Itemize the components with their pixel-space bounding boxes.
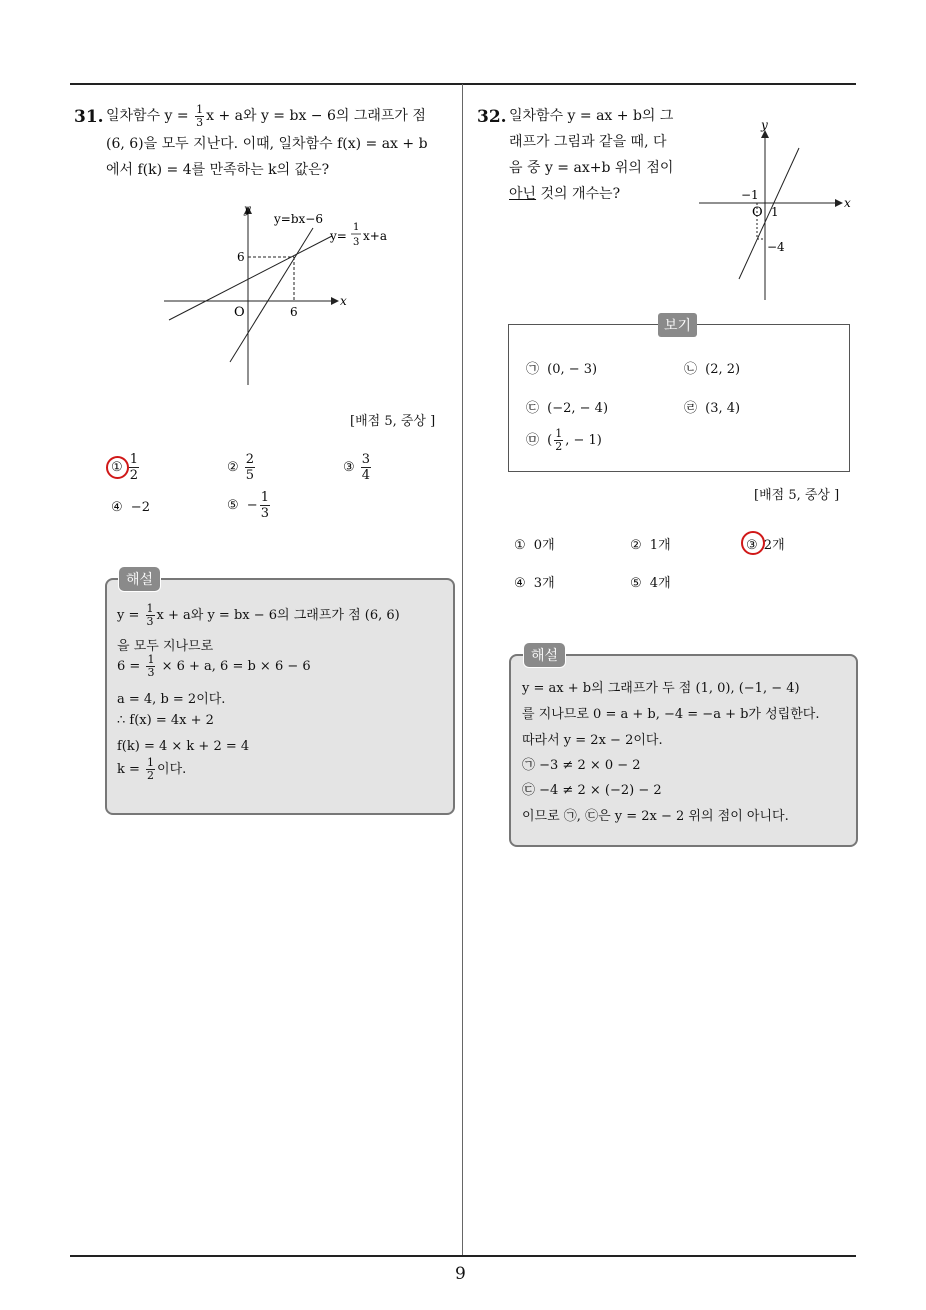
q31-stem-line1-pre: 일차함수 y =: [106, 108, 194, 124]
q32-x-axis-label: x: [844, 196, 851, 210]
q32-stem-line4-rest: 것의 개수는?: [536, 186, 621, 202]
q31-sol-l7-d: 2: [147, 769, 155, 782]
q32-bogi-item-1-mark: ㉠: [526, 362, 540, 377]
q31-line2-label-post: x+a: [363, 229, 387, 243]
q31-y-axis-label: y: [244, 202, 251, 216]
q32-bogi-item-1-text: (0, − 3): [547, 362, 598, 377]
q31-number: 31.: [74, 107, 104, 127]
q31-stem-line3: 에서 f(k) = 4를 만족하는 k의 값은?: [106, 162, 330, 178]
q31-sol-l3-post: × 6 + a, 6 = b × 6 − 6: [157, 659, 311, 674]
q32-bogi-item-3-text: (−2, − 4): [547, 401, 609, 416]
q32-bogi-item-5-d: 2: [555, 440, 563, 453]
q31-origin-label: O: [234, 305, 245, 320]
q31-sol-l7-post: 이다.: [157, 762, 187, 777]
q31-sol-l1-n: 1: [146, 602, 154, 615]
q31-sol-l3-n: 1: [147, 653, 155, 666]
q31-sol-l1-pre: y =: [117, 608, 144, 623]
q32-stem-line4: [509, 181, 620, 207]
q32-stem-line3: 음 중 y = ax+b 위의 점이: [509, 160, 674, 176]
q32-solution-line4: ㉠ −3 ≠ 2 × 0 − 2: [522, 758, 641, 773]
q32-bogi-item-1: [526, 358, 597, 377]
column-divider: [462, 84, 463, 1256]
q31-choice-1-n: 1: [129, 452, 139, 467]
q32-choice-4-text: 3개: [533, 576, 555, 591]
q31-sol-l1-post: x + a와 y = bx − 6의 그래프가 점 (6, 6): [156, 608, 400, 623]
q32-choice-1-num: ①: [514, 538, 526, 553]
q32-stem-underlined: 아닌: [509, 186, 537, 202]
q31-choice-1-frac: [129, 452, 139, 483]
q31-choice-4-text: −2: [130, 500, 150, 515]
q31-choice-2-frac: [245, 452, 255, 483]
q31-choice-4-num: ④: [111, 500, 123, 515]
q31-tick-y-6: 6: [237, 250, 245, 264]
q31-choice-1-d: 2: [129, 468, 139, 483]
q31-choice-3-frac: [361, 452, 371, 483]
q32-bogi-item-3-mark: ㉢: [526, 401, 540, 416]
q31-line2-label-frac-num: 1: [353, 222, 360, 233]
q32-stem-line2: 래프가 그림과 같을 때, 다: [509, 134, 667, 150]
q32-choice-5[interactable]: [630, 572, 671, 591]
q31-solution-line1: [117, 603, 400, 628]
q31-solution-line3: [117, 654, 311, 679]
q31-stem-line1: [106, 103, 426, 129]
q31-score: [배점 5, 중상 ]: [350, 414, 436, 429]
q31-solution-line5: ∴ f(x) = 4x + 2: [117, 713, 214, 728]
q31-tick-x-6: 6: [290, 305, 298, 319]
q31-sol-l7-n: 1: [147, 756, 155, 769]
q32-label-1: 1: [771, 205, 779, 219]
q32-number: 32.: [477, 107, 507, 127]
q32-choice-1[interactable]: [514, 534, 555, 553]
q32-bogi-tag: 보기: [658, 313, 697, 337]
q31-choice-5[interactable]: [227, 490, 272, 521]
q31-choice-5-num: ⑤: [227, 498, 239, 513]
q32-y-axis-label: y: [761, 118, 768, 132]
top-rule: [70, 83, 856, 85]
q31-choice-3-num: ③: [343, 460, 355, 475]
q31-choice-5-n: 1: [260, 490, 269, 505]
q31-line1-label: y=bx−6: [274, 212, 323, 226]
q32-label-neg4: −4: [767, 240, 785, 254]
q31-solution-line7: [117, 757, 186, 782]
q31-choice-2-d: 5: [245, 468, 255, 483]
q32-bogi-item-3: [526, 397, 608, 416]
q31-answer-mark: [106, 456, 129, 479]
q32-answer-mark: [741, 531, 765, 555]
q31-stem-fraction: [195, 104, 204, 129]
q31-stem-frac-den: 3: [196, 115, 204, 129]
q31-sol-l3-frac: [146, 654, 155, 679]
q32-score: [배점 5, 중상 ]: [754, 488, 840, 503]
q32-bogi-item-5-post: , − 1): [565, 433, 602, 448]
q31-choice-3-n: 3: [361, 452, 371, 467]
q32-stem-line1: 일차함수 y = ax + b의 그: [509, 108, 674, 124]
bottom-rule: [70, 1255, 856, 1257]
q32-bogi-item-4-mark: ㉣: [684, 401, 698, 416]
q32-bogi-item-5: [526, 428, 602, 453]
q31-line-bx-6: [230, 228, 313, 362]
q32-choice-5-num: ⑤: [630, 576, 642, 591]
q32-solution-line1: y = ax + b의 그래프가 두 점 (1, 0), (−1, − 4): [522, 681, 800, 696]
q32-choice-2-text: 1개: [649, 538, 671, 553]
q32-label-neg1: −1: [741, 188, 759, 202]
q32-bogi-item-5-n: 1: [555, 427, 563, 440]
q31-stem-line2: (6, 6)을 모두 지난다. 이때, 일차함수 f(x) = ax + b: [106, 136, 428, 152]
q31-sol-l1-d: 3: [146, 615, 154, 628]
q31-choice-1-num: ①: [111, 460, 123, 475]
q31-solution-line2: 을 모두 지나므로: [117, 639, 214, 654]
page-number: 9: [455, 1264, 466, 1284]
q31-stem-frac-num: 1: [196, 102, 204, 116]
q32-solution-line2: 를 지나므로 0 = a + b, −4 = −a + b가 성립한다.: [522, 707, 820, 722]
q32-bogi-item-2-mark: ㉡: [684, 362, 698, 377]
q31-sol-l7-pre: k =: [117, 762, 145, 777]
q31-choice-3-d: 4: [361, 468, 371, 483]
q32-origin-label: O: [752, 205, 763, 220]
q32-graph: [695, 115, 860, 305]
q31-choice-4[interactable]: [111, 500, 150, 515]
q31-choice-5-d: 3: [260, 506, 269, 521]
q31-choice-2[interactable]: [227, 452, 257, 483]
q31-stem-line1-post: x + a와 y = bx − 6의 그래프가 점: [206, 108, 426, 124]
q32-solution-tag: 해설: [523, 642, 566, 668]
q32-bogi-item-4-text: (3, 4): [705, 401, 741, 416]
q31-sol-l3-d: 3: [147, 666, 155, 679]
q32-bogi-item-2-text: (2, 2): [705, 362, 741, 377]
q31-choice-5-sign: −: [246, 498, 258, 513]
q32-bogi-item-5-frac: [554, 428, 563, 453]
q31-solution-tag: 해설: [118, 566, 161, 592]
q32-bogi-item-4: [684, 397, 740, 416]
q31-x-axis-label: x: [340, 294, 347, 308]
q31-line-third-x-a: [169, 236, 332, 320]
q32-choice-4[interactable]: [514, 572, 555, 591]
q31-sol-l3-pre: 6 =: [117, 659, 145, 674]
q31-sol-l7-frac: [146, 757, 155, 782]
q32-choice-2[interactable]: [630, 534, 671, 553]
q31-choice-2-n: 2: [245, 452, 255, 467]
q32-choice-3-text: 2개: [763, 538, 785, 553]
q32-line: [739, 148, 799, 279]
q31-line2-label-frac-den: 3: [353, 237, 360, 248]
q32-choice-4-num: ④: [514, 576, 526, 591]
q31-solution-line6: f(k) = 4 × k + 2 = 4: [117, 739, 250, 754]
q31-choice-2-num: ②: [227, 460, 239, 475]
q31-graph: [150, 195, 410, 390]
q31-choice-3[interactable]: [343, 452, 373, 483]
q31-choice-5-frac: [260, 490, 270, 521]
q32-choice-3-num: ③: [746, 538, 758, 553]
q31-solution-line4: a = 4, b = 2이다.: [117, 692, 226, 707]
q32-choice-2-num: ②: [630, 538, 642, 553]
q32-solution-line3: 따라서 y = 2x − 2이다.: [522, 733, 663, 748]
q32-bogi-item-5-mark: ㉤: [526, 433, 540, 448]
q32-solution-line6: 이므로 ㉠, ㉢은 y = 2x − 2 위의 점이 아니다.: [522, 809, 789, 824]
q32-choice-5-text: 4개: [649, 576, 671, 591]
q32-choice-1-text: 0개: [533, 538, 555, 553]
q31-line2-label-pre: y=: [330, 229, 347, 243]
q32-bogi-item-2: [684, 358, 740, 377]
q32-bogi-item-5-pre: (: [547, 433, 553, 448]
q32-solution-line5: ㉢ −4 ≠ 2 × (−2) − 2: [522, 783, 662, 798]
q31-sol-l1-frac: [146, 603, 155, 628]
